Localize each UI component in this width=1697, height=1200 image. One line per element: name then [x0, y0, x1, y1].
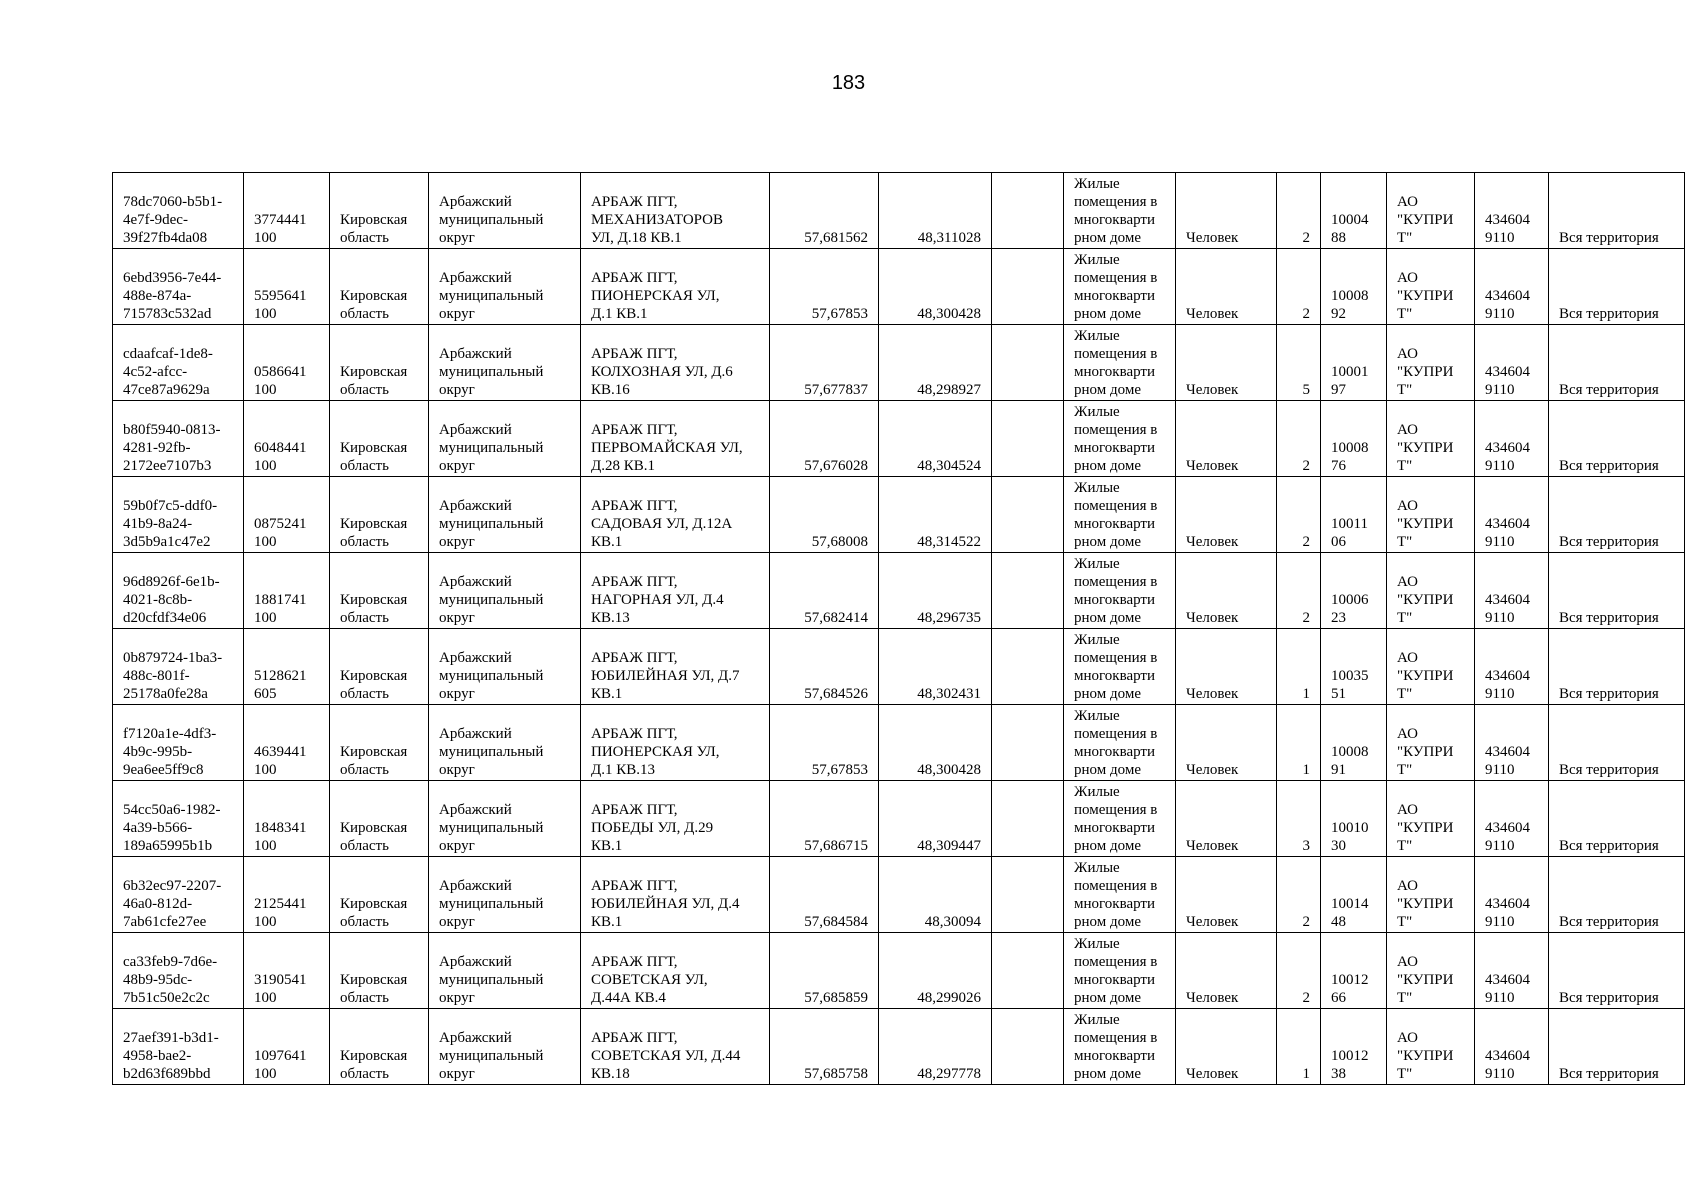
cell-uuid: 96d8926f-6e1b- 4021-8c8b- d20cfdf34e06 — [113, 553, 244, 629]
cell-district: Арбажский муниципальный округ — [429, 781, 581, 857]
cell-unit: Человек — [1176, 477, 1277, 553]
cell-district: Арбажский муниципальный округ — [429, 401, 581, 477]
cell-longitude: 48,300428 — [879, 249, 992, 325]
cell-latitude: 57,684526 — [770, 629, 879, 705]
cell-uuid: f7120a1e-4df3- 4b9c-995b- 9ea6ee5ff9c8 — [113, 705, 244, 781]
cell-organization: АО "КУПРИ Т" — [1387, 553, 1475, 629]
cell-territory: Вся территория — [1549, 553, 1685, 629]
cell-number: 10014 48 — [1321, 857, 1387, 933]
cell-uuid: b80f5940-0813- 4281-92fb- 2172ee7107b3 — [113, 401, 244, 477]
cell-count: 2 — [1277, 933, 1321, 1009]
cell-district: Арбажский муниципальный округ — [429, 857, 581, 933]
cell-unit: Человек — [1176, 933, 1277, 1009]
cell-count: 2 — [1277, 553, 1321, 629]
cell-organization: АО "КУПРИ Т" — [1387, 781, 1475, 857]
cell-longitude: 48,309447 — [879, 781, 992, 857]
cell-count: 1 — [1277, 705, 1321, 781]
cell-count: 3 — [1277, 781, 1321, 857]
cell-number: 10012 38 — [1321, 1009, 1387, 1085]
cell-empty — [992, 401, 1064, 477]
cell-empty — [992, 477, 1064, 553]
table-row — [113, 781, 1685, 857]
table-row — [113, 477, 1685, 553]
cell-region: Кировская область — [330, 477, 429, 553]
cell-unit: Человек — [1176, 781, 1277, 857]
cell-address: АРБАЖ ПГТ, ЮБИЛЕЙНАЯ УЛ, Д.4 КВ.1 — [581, 857, 770, 933]
cell-territory: Вся территория — [1549, 629, 1685, 705]
cell-district: Арбажский муниципальный округ — [429, 173, 581, 249]
data-table — [112, 172, 1685, 1085]
cell-premises-type: Жилые помещения в многокварти рном доме — [1064, 781, 1176, 857]
cell-longitude: 48,296735 — [879, 553, 992, 629]
cell-inn: 434604 9110 — [1475, 401, 1549, 477]
cell-region: Кировская область — [330, 1009, 429, 1085]
cell-unit: Человек — [1176, 1009, 1277, 1085]
cell-longitude: 48,311028 — [879, 173, 992, 249]
cell-address: АРБАЖ ПГТ, НАГОРНАЯ УЛ, Д.4 КВ.13 — [581, 553, 770, 629]
table-row — [113, 705, 1685, 781]
cell-number: 10004 88 — [1321, 173, 1387, 249]
cell-organization: АО "КУПРИ Т" — [1387, 325, 1475, 401]
cell-district: Арбажский муниципальный округ — [429, 705, 581, 781]
cell-uuid: 6ebd3956-7e44- 488e-874a- 715783c532ad — [113, 249, 244, 325]
cell-unit: Человек — [1176, 705, 1277, 781]
cell-inn: 434604 9110 — [1475, 857, 1549, 933]
cell-territory: Вся территория — [1549, 401, 1685, 477]
cell-empty — [992, 857, 1064, 933]
cell-latitude: 57,685859 — [770, 933, 879, 1009]
cell-address: АРБАЖ ПГТ, КОЛХОЗНАЯ УЛ, Д.6 КВ.16 — [581, 325, 770, 401]
cell-territory: Вся территория — [1549, 477, 1685, 553]
cell-organization: АО "КУПРИ Т" — [1387, 173, 1475, 249]
cell-region: Кировская область — [330, 401, 429, 477]
table-row — [113, 173, 1685, 249]
cell-code: 3190541 100 — [244, 933, 330, 1009]
cell-longitude: 48,314522 — [879, 477, 992, 553]
cell-latitude: 57,67853 — [770, 249, 879, 325]
cell-region: Кировская область — [330, 857, 429, 933]
cell-unit: Человек — [1176, 629, 1277, 705]
cell-territory: Вся территория — [1549, 325, 1685, 401]
cell-code: 6048441 100 — [244, 401, 330, 477]
cell-uuid: 59b0f7c5-ddf0- 41b9-8a24- 3d5b9a1c47e2 — [113, 477, 244, 553]
table-row — [113, 1009, 1685, 1085]
cell-address: АРБАЖ ПГТ, ЮБИЛЕЙНАЯ УЛ, Д.7 КВ.1 — [581, 629, 770, 705]
cell-count: 2 — [1277, 173, 1321, 249]
cell-unit: Человек — [1176, 249, 1277, 325]
cell-code: 0586641 100 — [244, 325, 330, 401]
table-row — [113, 401, 1685, 477]
cell-region: Кировская область — [330, 933, 429, 1009]
cell-inn: 434604 9110 — [1475, 173, 1549, 249]
cell-premises-type: Жилые помещения в многокварти рном доме — [1064, 477, 1176, 553]
cell-latitude: 57,681562 — [770, 173, 879, 249]
table-row — [113, 933, 1685, 1009]
cell-address: АРБАЖ ПГТ, ПЕРВОМАЙСКАЯ УЛ, Д.28 КВ.1 — [581, 401, 770, 477]
cell-number: 10035 51 — [1321, 629, 1387, 705]
cell-number: 10006 23 — [1321, 553, 1387, 629]
cell-count: 2 — [1277, 249, 1321, 325]
cell-organization: АО "КУПРИ Т" — [1387, 1009, 1475, 1085]
cell-district: Арбажский муниципальный округ — [429, 477, 581, 553]
table-row — [113, 325, 1685, 401]
cell-territory: Вся территория — [1549, 705, 1685, 781]
cell-longitude: 48,298927 — [879, 325, 992, 401]
cell-unit: Человек — [1176, 173, 1277, 249]
cell-count: 1 — [1277, 1009, 1321, 1085]
cell-uuid: 27aef391-b3d1- 4958-bae2- b2d63f689bbd — [113, 1009, 244, 1085]
cell-number: 10010 30 — [1321, 781, 1387, 857]
cell-premises-type: Жилые помещения в многокварти рном доме — [1064, 401, 1176, 477]
cell-premises-type: Жилые помещения в многокварти рном доме — [1064, 933, 1176, 1009]
cell-code: 1097641 100 — [244, 1009, 330, 1085]
cell-inn: 434604 9110 — [1475, 629, 1549, 705]
cell-code: 5595641 100 — [244, 249, 330, 325]
cell-code: 4639441 100 — [244, 705, 330, 781]
cell-territory: Вся территория — [1549, 857, 1685, 933]
cell-code: 5128621 605 — [244, 629, 330, 705]
cell-territory: Вся территория — [1549, 173, 1685, 249]
cell-latitude: 57,684584 — [770, 857, 879, 933]
cell-code: 1881741 100 — [244, 553, 330, 629]
cell-address: АРБАЖ ПГТ, ПИОНЕРСКАЯ УЛ, Д.1 КВ.13 — [581, 705, 770, 781]
cell-latitude: 57,685758 — [770, 1009, 879, 1085]
cell-uuid: 6b32ec97-2207- 46a0-812d- 7ab61cfe27ee — [113, 857, 244, 933]
cell-number: 10012 66 — [1321, 933, 1387, 1009]
cell-region: Кировская область — [330, 705, 429, 781]
cell-unit: Человек — [1176, 401, 1277, 477]
cell-organization: АО "КУПРИ Т" — [1387, 401, 1475, 477]
table-row — [113, 249, 1685, 325]
page-number: 183 — [831, 72, 866, 94]
cell-unit: Человек — [1176, 553, 1277, 629]
cell-inn: 434604 9110 — [1475, 1009, 1549, 1085]
table-body — [113, 173, 1685, 1085]
cell-count: 2 — [1277, 857, 1321, 933]
cell-district: Арбажский муниципальный округ — [429, 553, 581, 629]
cell-code: 0875241 100 — [244, 477, 330, 553]
cell-latitude: 57,68008 — [770, 477, 879, 553]
cell-empty — [992, 933, 1064, 1009]
cell-latitude: 57,677837 — [770, 325, 879, 401]
cell-number: 10011 06 — [1321, 477, 1387, 553]
cell-latitude: 57,676028 — [770, 401, 879, 477]
cell-empty — [992, 553, 1064, 629]
cell-inn: 434604 9110 — [1475, 705, 1549, 781]
cell-number: 10008 92 — [1321, 249, 1387, 325]
cell-region: Кировская область — [330, 173, 429, 249]
cell-address: АРБАЖ ПГТ, МЕХАНИЗАТОРОВ УЛ, Д.18 КВ.1 — [581, 173, 770, 249]
cell-uuid: 78dc7060-b5b1- 4e7f-9dec- 39f27fb4da08 — [113, 173, 244, 249]
cell-latitude: 57,682414 — [770, 553, 879, 629]
cell-region: Кировская область — [330, 629, 429, 705]
cell-organization: АО "КУПРИ Т" — [1387, 249, 1475, 325]
cell-code: 2125441 100 — [244, 857, 330, 933]
cell-inn: 434604 9110 — [1475, 249, 1549, 325]
cell-latitude: 57,67853 — [770, 705, 879, 781]
cell-longitude: 48,30094 — [879, 857, 992, 933]
cell-number: 10008 91 — [1321, 705, 1387, 781]
cell-longitude: 48,304524 — [879, 401, 992, 477]
cell-premises-type: Жилые помещения в многокварти рном доме — [1064, 629, 1176, 705]
cell-premises-type: Жилые помещения в многокварти рном доме — [1064, 705, 1176, 781]
cell-longitude: 48,299026 — [879, 933, 992, 1009]
cell-organization: АО "КУПРИ Т" — [1387, 629, 1475, 705]
cell-count: 1 — [1277, 629, 1321, 705]
cell-uuid: ca33feb9-7d6e- 48b9-95dc- 7b51c50e2c2c — [113, 933, 244, 1009]
table-row — [113, 629, 1685, 705]
cell-organization: АО "КУПРИ Т" — [1387, 705, 1475, 781]
cell-district: Арбажский муниципальный округ — [429, 933, 581, 1009]
cell-organization: АО "КУПРИ Т" — [1387, 933, 1475, 1009]
cell-count: 2 — [1277, 401, 1321, 477]
cell-territory: Вся территория — [1549, 933, 1685, 1009]
cell-empty — [992, 249, 1064, 325]
cell-unit: Человек — [1176, 325, 1277, 401]
cell-number: 10001 97 — [1321, 325, 1387, 401]
cell-inn: 434604 9110 — [1475, 781, 1549, 857]
cell-empty — [992, 629, 1064, 705]
cell-district: Арбажский муниципальный округ — [429, 629, 581, 705]
cell-organization: АО "КУПРИ Т" — [1387, 857, 1475, 933]
cell-unit: Человек — [1176, 857, 1277, 933]
cell-region: Кировская область — [330, 249, 429, 325]
cell-address: АРБАЖ ПГТ, САДОВАЯ УЛ, Д.12А КВ.1 — [581, 477, 770, 553]
table-row — [113, 553, 1685, 629]
cell-district: Арбажский муниципальный округ — [429, 325, 581, 401]
cell-empty — [992, 325, 1064, 401]
cell-territory: Вся территория — [1549, 249, 1685, 325]
cell-organization: АО "КУПРИ Т" — [1387, 477, 1475, 553]
cell-code: 1848341 100 — [244, 781, 330, 857]
cell-premises-type: Жилые помещения в многокварти рном доме — [1064, 553, 1176, 629]
cell-address: АРБАЖ ПГТ, СОВЕТСКАЯ УЛ, Д.44 КВ.18 — [581, 1009, 770, 1085]
cell-district: Арбажский муниципальный округ — [429, 249, 581, 325]
cell-address: АРБАЖ ПГТ, СОВЕТСКАЯ УЛ, Д.44А КВ.4 — [581, 933, 770, 1009]
cell-district: Арбажский муниципальный округ — [429, 1009, 581, 1085]
cell-number: 10008 76 — [1321, 401, 1387, 477]
cell-premises-type: Жилые помещения в многокварти рном доме — [1064, 325, 1176, 401]
cell-uuid: 0b879724-1ba3- 488c-801f- 25178a0fe28a — [113, 629, 244, 705]
cell-premises-type: Жилые помещения в многокварти рном доме — [1064, 249, 1176, 325]
cell-count: 2 — [1277, 477, 1321, 553]
cell-empty — [992, 173, 1064, 249]
cell-territory: Вся территория — [1549, 781, 1685, 857]
cell-region: Кировская область — [330, 781, 429, 857]
cell-premises-type: Жилые помещения в многокварти рном доме — [1064, 173, 1176, 249]
cell-region: Кировская область — [330, 325, 429, 401]
cell-region: Кировская область — [330, 553, 429, 629]
cell-count: 5 — [1277, 325, 1321, 401]
cell-inn: 434604 9110 — [1475, 933, 1549, 1009]
cell-code: 3774441 100 — [244, 173, 330, 249]
cell-longitude: 48,297778 — [879, 1009, 992, 1085]
cell-inn: 434604 9110 — [1475, 553, 1549, 629]
cell-empty — [992, 1009, 1064, 1085]
cell-address: АРБАЖ ПГТ, ПИОНЕРСКАЯ УЛ, Д.1 КВ.1 — [581, 249, 770, 325]
cell-premises-type: Жилые помещения в многокварти рном доме — [1064, 857, 1176, 933]
cell-latitude: 57,686715 — [770, 781, 879, 857]
cell-empty — [992, 705, 1064, 781]
cell-uuid: 54cc50a6-1982- 4a39-b566- 189a65995b1b — [113, 781, 244, 857]
cell-territory: Вся территория — [1549, 1009, 1685, 1085]
cell-empty — [992, 781, 1064, 857]
cell-premises-type: Жилые помещения в многокварти рном доме — [1064, 1009, 1176, 1085]
cell-address: АРБАЖ ПГТ, ПОБЕДЫ УЛ, Д.29 КВ.1 — [581, 781, 770, 857]
cell-longitude: 48,300428 — [879, 705, 992, 781]
cell-inn: 434604 9110 — [1475, 477, 1549, 553]
cell-longitude: 48,302431 — [879, 629, 992, 705]
cell-inn: 434604 9110 — [1475, 325, 1549, 401]
table-row — [113, 857, 1685, 933]
cell-uuid: cdaafcaf-1de8- 4c52-afcc- 47ce87a9629a — [113, 325, 244, 401]
